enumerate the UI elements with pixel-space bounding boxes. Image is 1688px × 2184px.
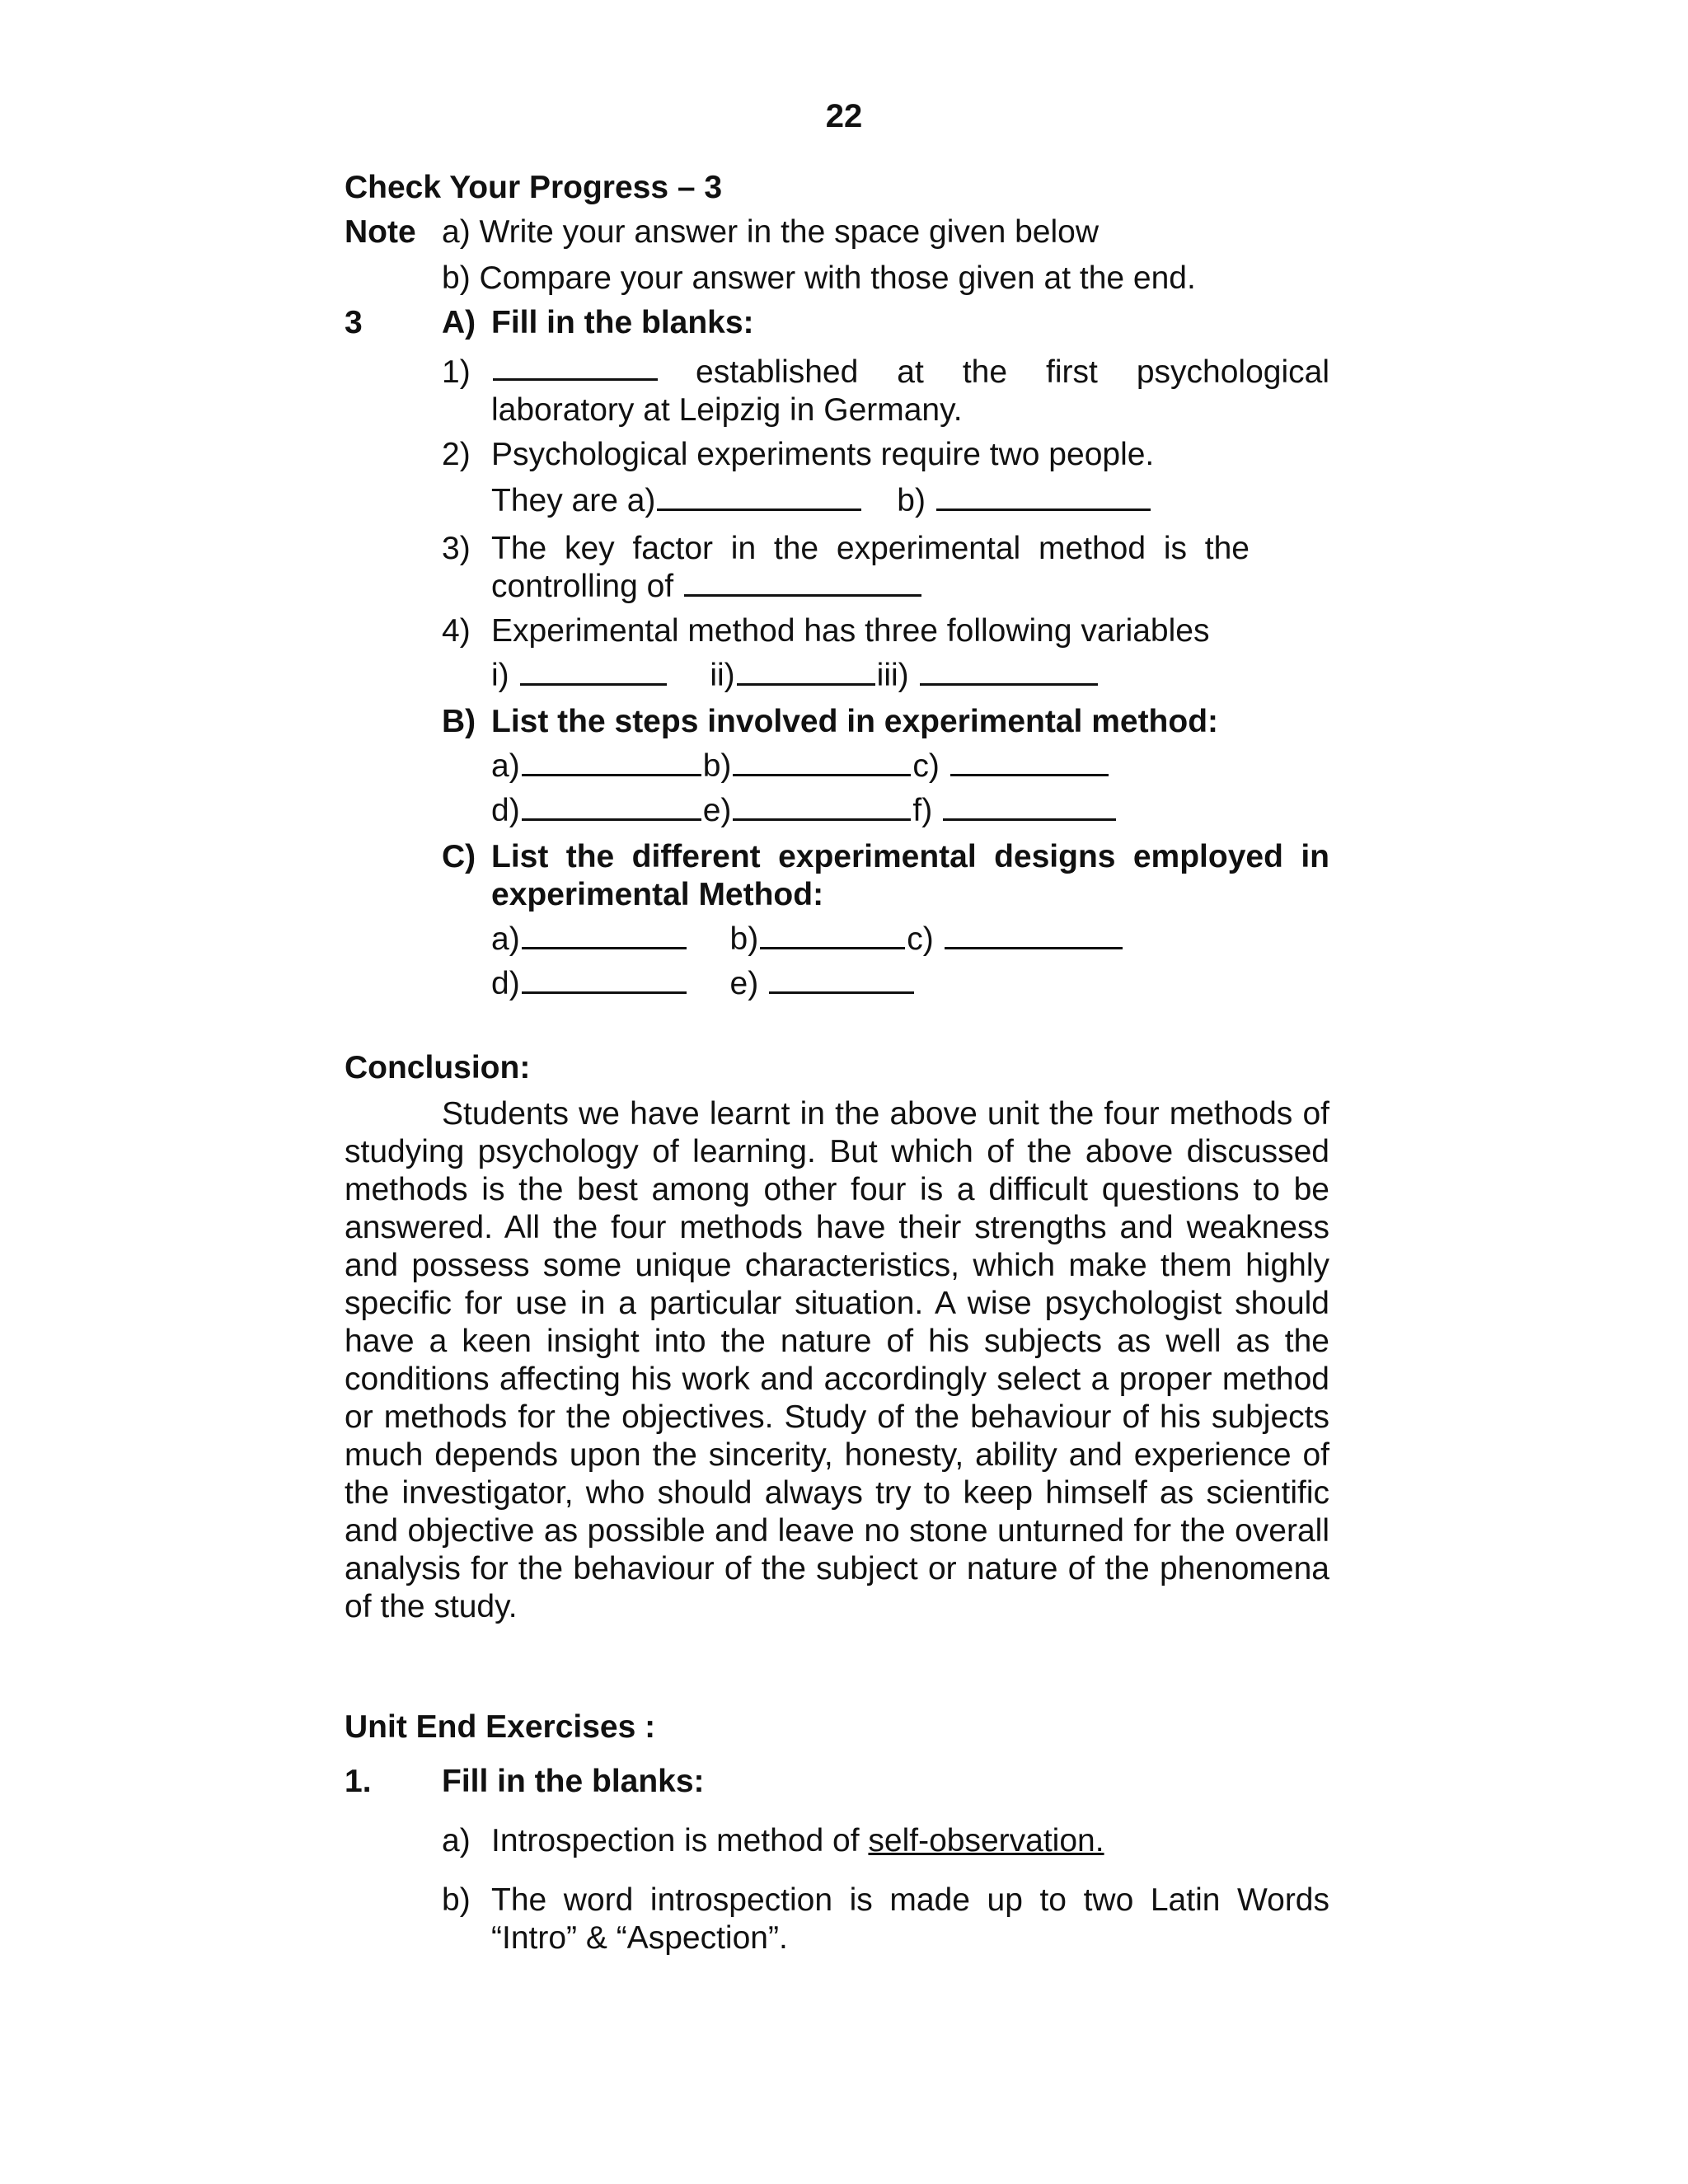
part-c-title-1: List the different experimental designs employed in [491,839,1329,874]
note-label: Note [345,214,416,250]
q4-answer-line [491,657,1329,695]
part-b-blank-c[interactable] [950,749,1109,776]
part-b-b-label: b) [702,748,732,784]
q1-text: established at the first psychological [696,354,1329,390]
q2-answer-line [491,482,1329,520]
part-c-d-label: d) [491,966,520,1001]
q4-blank-iii[interactable] [920,658,1098,686]
q4-i-label: i) [491,658,509,693]
exercise-q-title: Fill in the blanks: [442,1764,705,1799]
q2-text: Psychological experiments require two people. [491,437,1155,472]
exercise-a-text: Introspection is method of [491,1823,869,1858]
part-b-blank-a[interactable] [522,749,701,776]
exercise-question-1 [345,1763,1329,1801]
part-c-blank-c[interactable] [945,922,1123,949]
q1-blank[interactable] [493,354,658,381]
q4-iii-label: iii) [876,658,909,693]
part-b-line-2 [491,792,1329,830]
section-number: 3 [345,305,363,340]
part-b-f-label: f) [912,793,933,828]
q2-a-label: They are a) [491,483,656,518]
q4-blank-i[interactable] [520,658,667,686]
part-b-line-1 [491,748,1329,785]
q3-text: The key factor in the experimental method is the [491,531,1250,566]
page-content [345,169,1329,1957]
q2-mark: 2) [442,437,471,472]
exercises-heading: Unit End Exercises : [345,1709,656,1745]
part-c-heading [442,838,1329,914]
part-c-a-label: a) [491,921,520,957]
q1-cont: laboratory at Leipzig in Germany. [491,392,963,428]
part-c-blank-e[interactable] [769,967,914,994]
part-a-heading [345,304,1329,342]
part-b-blank-b[interactable] [733,749,911,776]
part-c-b-label: b) [729,921,759,957]
exercise-b-text: The word introspection is made up to two Latin Words [491,1882,1329,1918]
q1-line [491,354,1329,391]
part-c-c-label: c) [907,921,934,957]
part-c-blank-b[interactable] [760,922,905,949]
conclusion-heading: Conclusion: [345,1050,531,1085]
note-row [345,213,1329,251]
part-b-blank-d[interactable] [522,794,701,821]
q2-blank-a[interactable] [657,484,861,511]
q3-blank[interactable] [684,569,921,597]
part-c-title-2: experimental Method: [491,877,824,912]
progress-title: Check Your Progress – 3 [345,170,723,205]
part-a-mark: A) [442,305,476,340]
part-c-line-1 [491,921,1329,958]
exercise-a-answer: self-observation. [868,1823,1104,1858]
page-number: 22 [825,98,863,134]
note-a: a) Write your answer in the space given below [442,214,1100,250]
part-b-mark: B) [442,704,476,739]
exercise-item-b [442,1882,1329,1957]
part-c-blank-d[interactable] [522,967,687,994]
q3-mark: 3) [442,531,471,566]
part-b-e-label: e) [702,793,732,828]
q4-text: Experimental method has three following variables [491,613,1210,649]
part-b-d-label: d) [491,793,520,828]
part-b-blank-e[interactable] [733,794,911,821]
exercise-b-mark: b) [442,1882,471,1918]
part-c-line-2 [491,965,1329,1003]
part-a-title: Fill in the blanks: [491,305,754,340]
part-c-blank-a[interactable] [522,922,687,949]
exercise-item-a [442,1822,1329,1860]
part-c-mark: C) [442,839,476,874]
part-c-e-label: e) [729,966,759,1001]
part-b-blank-f[interactable] [943,794,1116,821]
q4-blank-ii[interactable] [737,658,875,686]
q4-mark: 4) [442,613,471,649]
question-2 [442,436,1329,474]
part-b-heading [442,703,1329,741]
q4-ii-label: ii) [710,658,735,693]
part-b-title: List the steps involved in experimental method: [491,704,1219,739]
question-3 [442,530,1329,606]
exercise-a-mark: a) [442,1823,471,1858]
q1-mark: 1) [442,354,471,390]
exercise-q-number: 1. [345,1764,372,1799]
question-4 [442,612,1329,650]
question-1 [442,354,1329,429]
note-b: b) Compare your answer with those given at the end. [442,260,1196,296]
q3-cont: controlling of [491,569,674,604]
conclusion-paragraph: Students we have learnt in the above unit the four methods of studying psychology of learning. But which of the above discussed methods is the best among other four is a difficult questions to be answered. All the four methods have their strengths and weakness and possess some unique characteristics, which make them highly specific for use in a particular situation. A wise psychologist should have a keen insight into the nature of his subjects as well as the conditions affecting his work and accordingly select a proper method or methods for the objectives. Study of the behaviour of his subjects much depends upon the sincerity, honesty, ability and experience of the investigator, who should always try to keep himself as scientific and objective as possible and leave no stone unturned for the overall analysis for the behaviour of the subject or nature of the phenomena of the study. [345,1096,1329,1624]
exercise-b-cont: “Intro” & “Aspection”. [491,1920,788,1956]
q2-blank-b[interactable] [936,484,1151,511]
part-b-c-label: c) [912,748,940,784]
part-b-a-label: a) [491,748,520,784]
q2-b-label: b) [897,483,926,518]
